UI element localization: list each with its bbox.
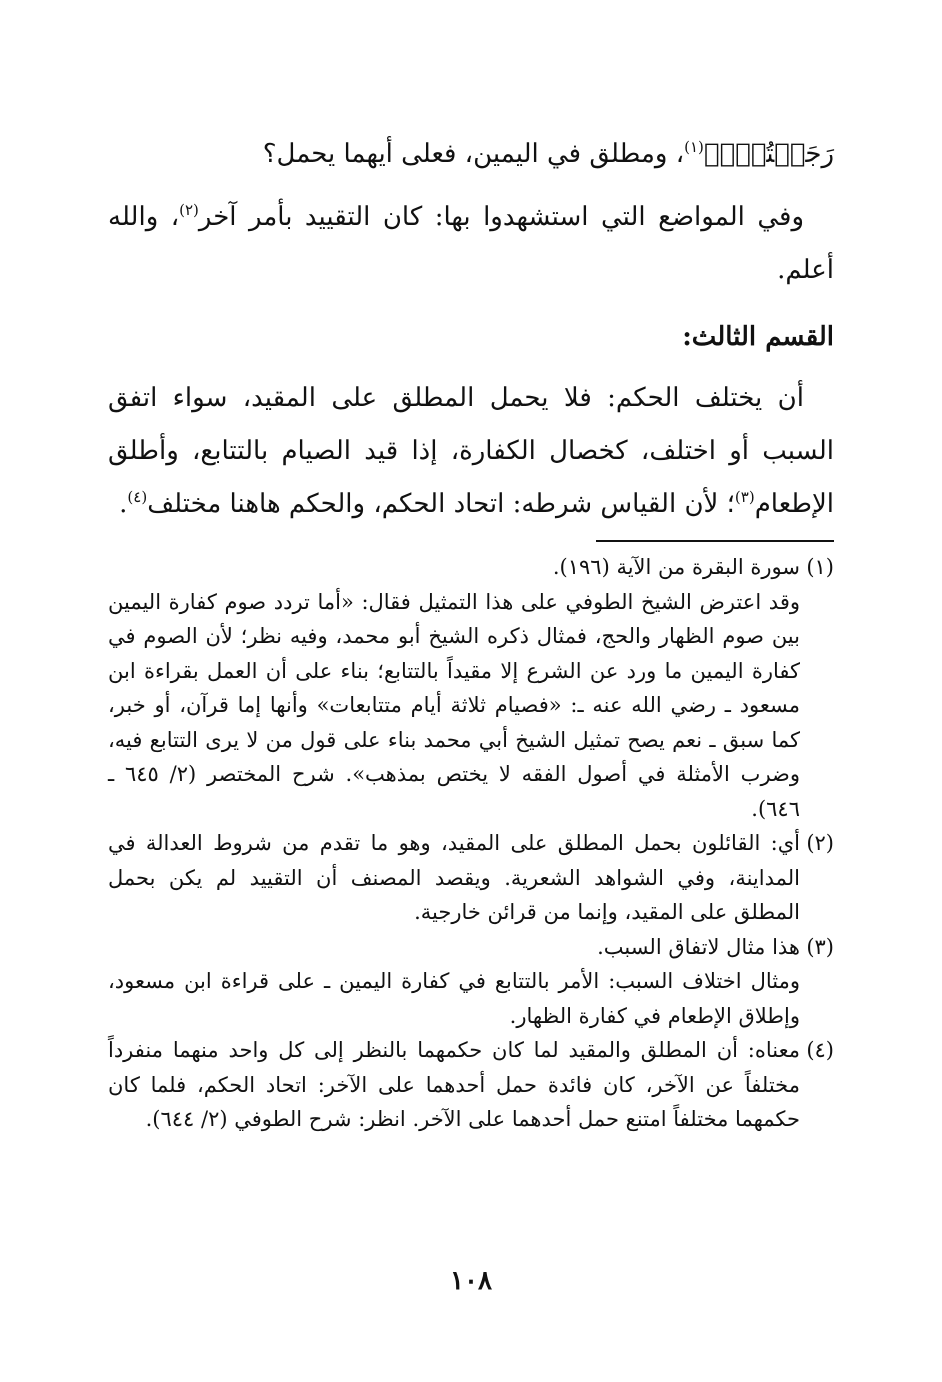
footnote-1-continuation: وقد اعترض الشيخ الطوفي على هذا التمثيل فقال: «أما تردد صوم كفارة اليمين بين صوم الظهار والحج، فمثال ذكره الشيخ أبو محمد، وفيه نظر؛ لأن الصوم في كفارة اليمين ما ورد عن الشرع إلا مقيداً بالتتابع؛ بناء على أن العمل بقراءة ابن مسعود ـ رضي الله عنه ـ: «فصيام ثلاثة أيام متتابعات» وأنها إما قرآن، أو خبر، كما سبق ـ نعم يصح تمثيل الشيخ أبي محمد بناء على قول من لا يرى التتابع فيه، وضرب الأمثلة في أصول الفقه لا يختص بمذهب». شرح المختصر (٢/ ٦٤٥ ـ ٦٤٦). [108,589,800,821]
footnotes [108,550,834,1137]
footnote-4 [108,1033,834,1137]
footnote-ref-3: (٣) [734,488,755,506]
paragraph-text: ، والله أعلم. [108,202,834,285]
footnote-3-continuation: ومثال اختلاف السبب: الأمر بالتتابع في كفارة اليمين ـ على قراءة ابن مسعود، وإطلاق الإطعام في كفارة الظهار. [108,969,800,1028]
footnote-3 [108,930,834,965]
footnote-number: (٣) [806,934,834,959]
footnote-ref-2: (٢) [179,201,199,219]
footnote-number: (٤) [806,1038,834,1062]
page-number: ١٠٨ [450,1266,492,1296]
verse-ending-line [108,128,834,181]
main-text [108,128,834,531]
paragraph-text: ، ومطلق في اليمين، فعلى أيهما يحمل؟ [262,139,685,169]
footnote-ref-1: (١) [684,138,704,156]
paragraph-2 [108,191,834,297]
footnote-text: سورة البقرة من الآية (١٩٦). [552,555,800,579]
footnote-2 [108,826,834,930]
paragraph-3 [108,372,834,531]
paragraph-text: ؛ لأن القياس شرطه: اتحاد الحكم، والحكم هاهنا مختلف [147,489,735,519]
footnote-text: هذا مثال لاتفاق السبب. [597,934,800,959]
footnote-text: معناه: أن المطلق والمقيد لما كان حكمهما بالنظر إلى كل واحد منهما منفرداً مختلفاً عن الآخر، كان فائدة حمل أحدهما على الآخر: اتحاد الحكم، فلما كان حكمهما مختلفاً امتنع حمل أحدهما على الآخر. انظر: شرح الطوفي (٢/ ٦٤٤). [108,1038,800,1131]
footnote-ref-4: (٤) [127,488,148,506]
footnote-number: (٢) [806,831,834,855]
paragraph-text: وفي المواضع التي استشهدوا بها: كان التقييد بأمر آخر [198,202,804,232]
footnote-text: أي: القائلون بحمل المطلق على المقيد، وهو ما تقدم من شروط العدالة في المداينة، وفي الشواهد الشعرية. ويقصد المصنف أن التقييد لم يكن بحمل المطلق على المقيد، وإنما من قرائن خارجية. [108,831,800,924]
quran-verse-fragment: رَجَعۡتُمۡۗ﴾ [703,139,834,169]
section-heading: القسم الثالث: [682,322,834,352]
footnote-1 [108,550,834,585]
footnote-separator [596,540,834,542]
paragraph-text: أن يختلف الحكم: فلا يحمل المطلق على المقيد، سواء اتفق السبب أو اختلف، كخصال الكفارة، إذا قيد الصيام بالتتابع، وأطلق الإطعام [108,383,834,519]
paragraph-text: . [119,489,128,519]
footnote-number: (١) [806,555,834,579]
